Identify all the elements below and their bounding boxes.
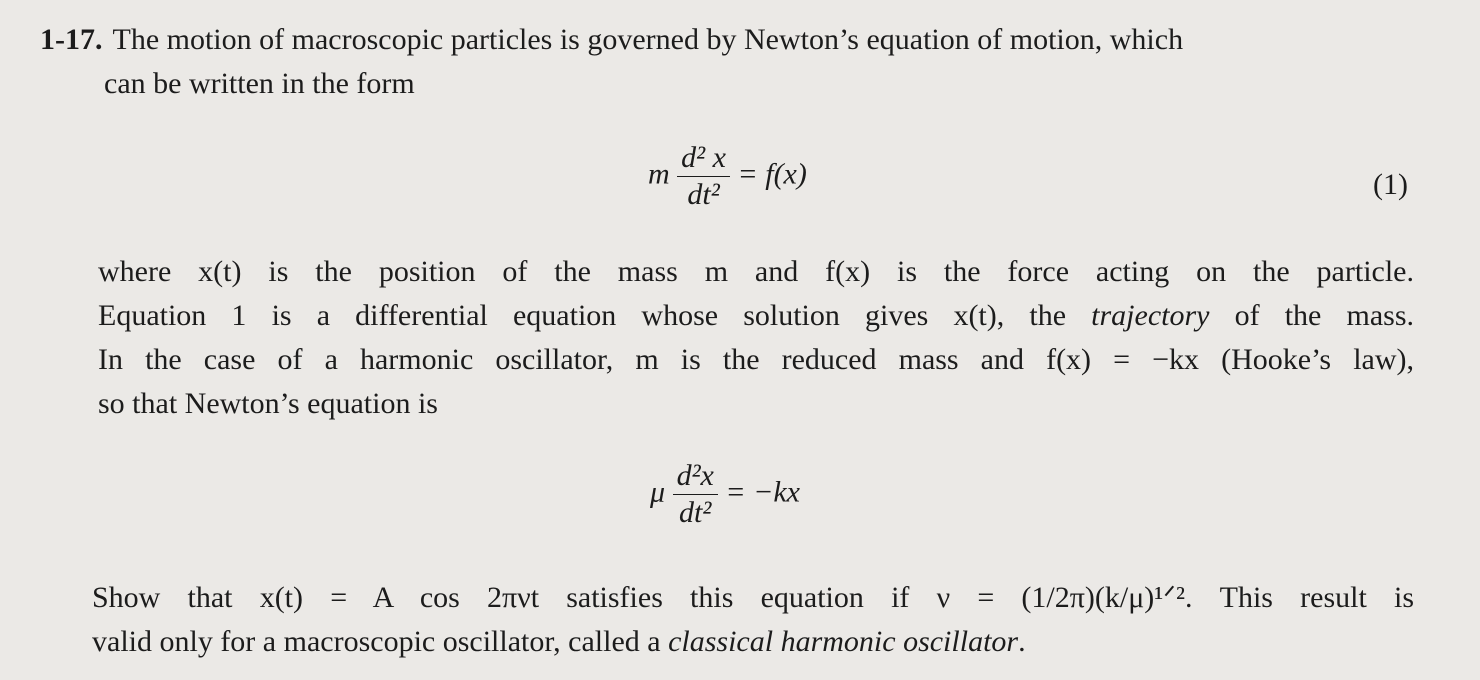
eq1-right: = f(x) [737,157,807,191]
eq2-numerator: d²x [673,458,718,495]
eq1-denominator: dt² [687,178,720,211]
intro-line-1: The motion of macroscopic particles is governed by Newton’s equation of motion, which [112,23,1184,56]
p2-line-1: where x(t) is the position of the mass m and f(x) is the force acting on the particle. [98,255,1414,288]
term-trajectory: trajectory [1091,299,1210,332]
paragraph-3 [92,576,1414,664]
term-classical-harmonic-oscillator: classical harmonic oscillator [668,625,1019,658]
problem-intro [40,18,1440,106]
p2-line-3: In the case of a harmonic oscillator, m is the reduced mass and f(x) = −kx (Hooke’s law), [98,343,1414,376]
paragraph-2 [98,250,1414,426]
equation-1 [648,140,807,213]
p3-line-2-a: valid only for a macroscopic oscillator, called a [92,625,669,658]
eq1-fraction [677,140,730,213]
eq2-left: μ [650,475,666,509]
p3-line-2-b: . [1018,625,1026,658]
p2-line-2-a: Equation 1 is a differential equation whose solution gives x(t), the [98,299,1092,332]
problem-number: 1-17. [40,23,103,56]
intro-line-2: can be written in the form [104,67,415,100]
equation-1-label: (1) [1373,168,1408,201]
p2-line-4: so that Newton’s equation is [98,387,438,420]
eq2-right: = −kx [725,475,800,509]
p2-line-2-b: of the mass. [1209,299,1415,332]
equation-2 [650,458,800,531]
eq1-numerator: d² x [677,140,730,177]
eq2-denominator: dt² [679,496,712,529]
p3-line-2 [92,620,1414,664]
p3-line-1: Show that x(t) = A cos 2πνt satisfies this equation if ν = (1/2π)(k/μ)¹ᐟ². This result is [92,581,1414,614]
p2-line-2 [98,294,1414,338]
eq1-left: m [648,157,670,191]
eq2-fraction [673,458,718,531]
